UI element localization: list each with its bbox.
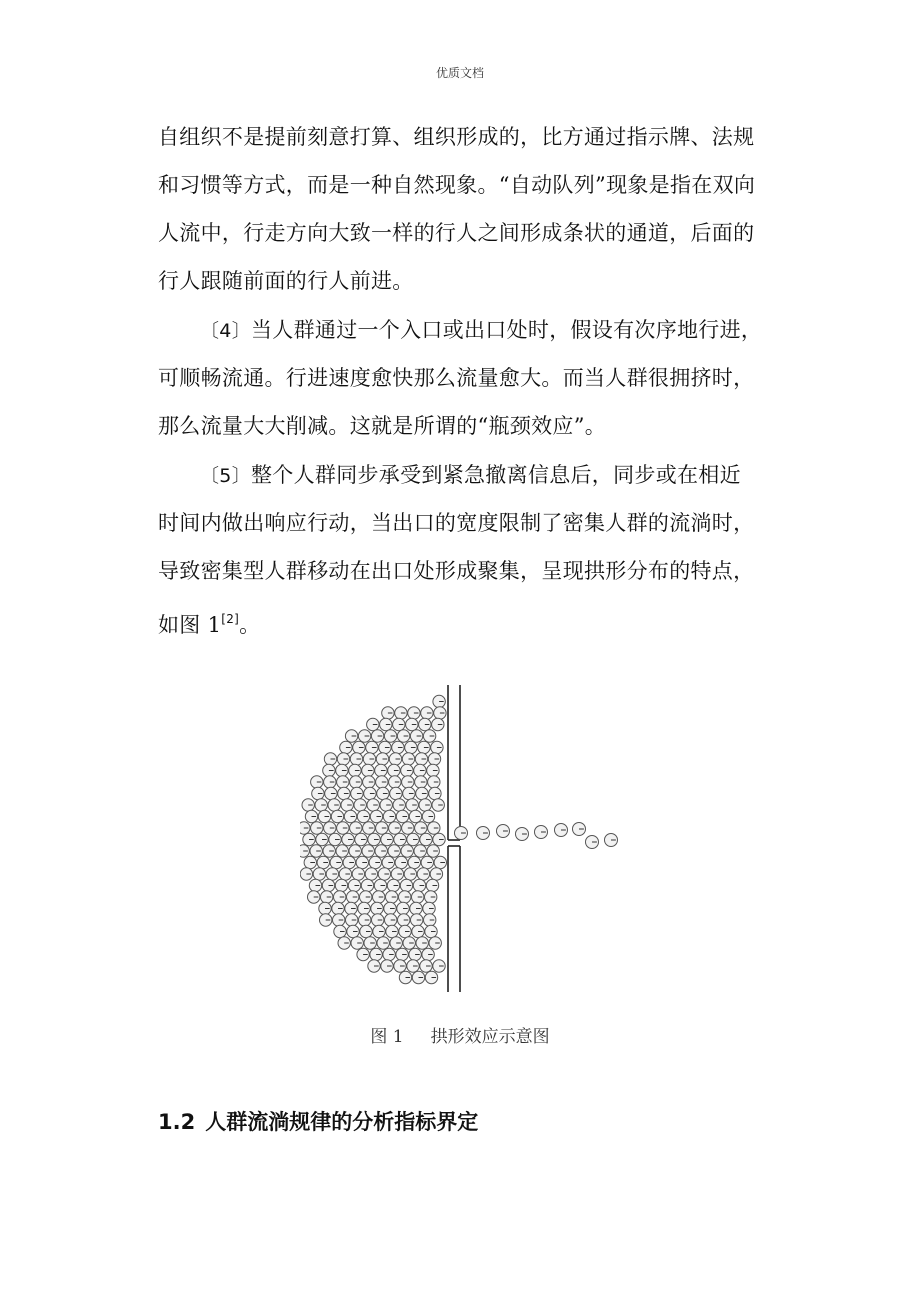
paragraph-line: 那么流量大大削减。这就是所谓的“瓶颈效应”。 <box>158 414 607 438</box>
section-heading <box>158 1106 478 1136</box>
paragraph-text: 当人群通过一个入口或出口处时，假设有次序地行进， <box>251 318 763 342</box>
exit-stream-particles <box>455 823 618 849</box>
paragraph-line: 自组织不是提前刻意打算、组织形成的，比方通过指示牌、法规 <box>158 125 755 149</box>
paragraph-line <box>200 460 741 491</box>
paragraph-line <box>200 315 762 346</box>
citation[interactable]: [2] <box>221 612 240 626</box>
paragraph-line: 行人跟随前面的行人前进。 <box>158 269 414 293</box>
paragraph-line: 和习惯等方式，而是一种自然现象。“自动队列”现象是指在双向 <box>158 173 756 197</box>
paragraph-line: 导致密集型人群移动在出口处形成聚集，呈现拱形分布的特点， <box>158 559 755 583</box>
page-header: 优质文档 <box>435 66 484 80</box>
paragraph-text: 如图 1 <box>158 613 222 637</box>
section-number: 1.2 <box>158 1110 196 1134</box>
paragraph-text: 。 <box>239 613 261 637</box>
list-marker: 〔4〕 <box>200 320 251 342</box>
section-title: 人群流淌规律的分析指标界定 <box>205 1110 479 1134</box>
crowd-particles <box>300 695 447 983</box>
paragraph-line: 人流中，行走方向大致一样的行人之间形成条状的通道，后面的 <box>158 221 755 245</box>
paragraph-line: 可顺畅流通。行进速度愈快那么流量愈大。而当人群很拥挤时， <box>158 366 755 390</box>
paragraph-line <box>158 604 260 640</box>
figure-caption-title: 拱形效应示意图 <box>430 1027 550 1047</box>
list-marker: 〔5〕 <box>200 465 251 487</box>
figure-caption-label: 图 1 <box>370 1027 404 1047</box>
paragraph-line: 时间内做出响应行动，当出口的宽度限制了密集人群的流淌时， <box>158 511 755 535</box>
arch-effect-figure <box>300 680 630 1000</box>
paragraph-text: 整个人群同步承受到紧急撤离信息后，同步或在相近 <box>251 463 741 487</box>
figure-caption <box>0 1022 920 1047</box>
